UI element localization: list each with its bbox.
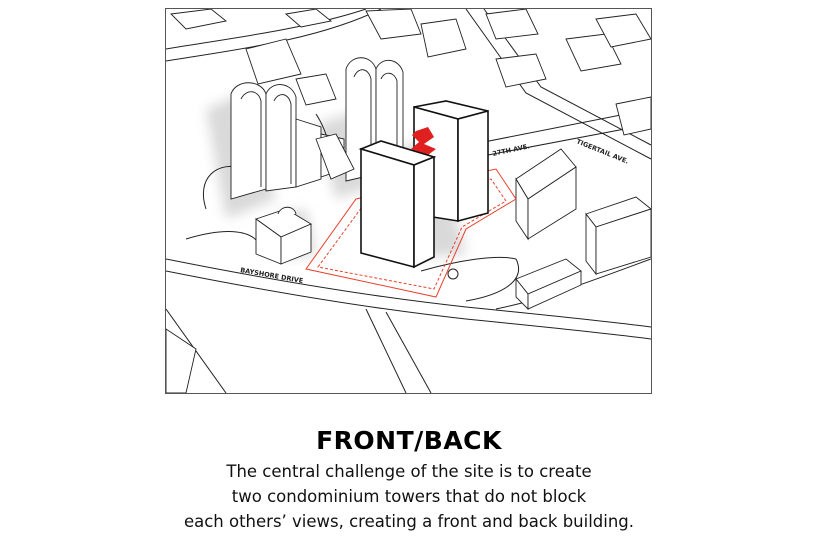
street-label-bayshore-drive: BAYSHORE DRIVE <box>239 266 304 286</box>
axonometric-site-diagram <box>165 8 652 394</box>
crossing-street-west <box>366 309 406 393</box>
caption-title: FRONT/BACK <box>316 426 502 455</box>
street-label-27th-ave: 27TH AVE. <box>491 142 531 158</box>
caption-line: two condominium towers that do not block <box>231 487 587 506</box>
street-label-tigertail-ave: TIGERTAIL AVE. <box>575 137 630 166</box>
curb-curve-2 <box>186 232 261 249</box>
front-tower <box>361 141 434 267</box>
caption-line: The central challenge of the site is to create <box>226 462 592 481</box>
plaza-path <box>466 259 519 301</box>
curb-curve-3 <box>421 257 516 271</box>
front-tower-east-face <box>414 157 434 267</box>
east-buildings <box>516 149 651 309</box>
caption-line: each others’ views, creating a front and back building. <box>183 512 635 531</box>
front-tower-west-face <box>361 149 414 267</box>
crossing-street-east <box>386 312 431 393</box>
site-diagram-svg <box>166 9 651 393</box>
back-tower-east-face <box>458 111 488 221</box>
site-corner-marker <box>448 269 458 279</box>
